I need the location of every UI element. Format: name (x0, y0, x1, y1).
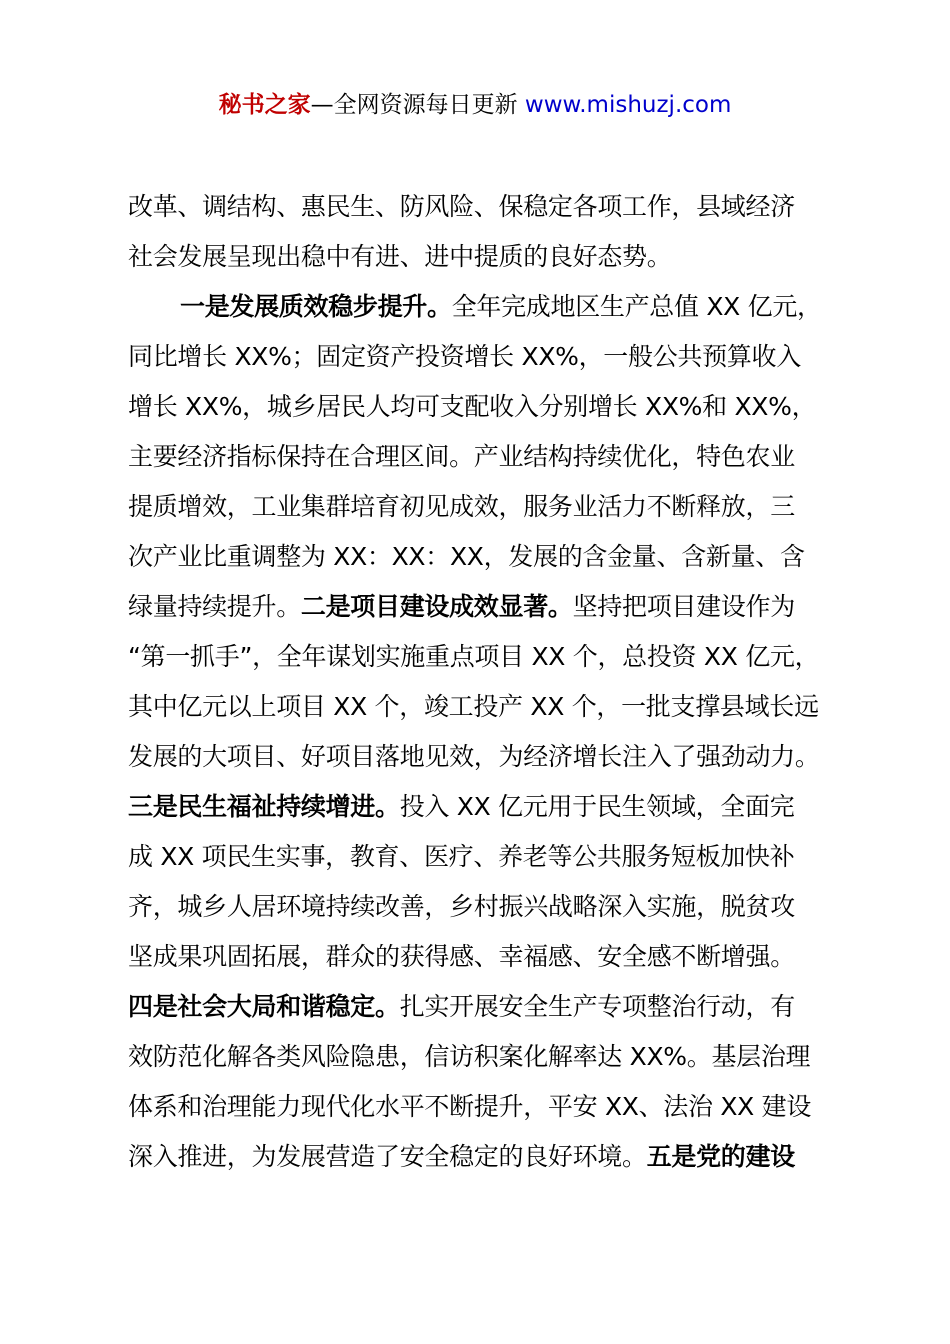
text-line-9: 绿量持续提升。二是项目建设成效显著。坚持把项目建设作为 (128, 592, 795, 621)
text-line-1: 改革、调结构、惠民生、防风险、保稳定各项工作，县域经济 (128, 192, 795, 221)
heading-point-three: 三是民生福祉持续增进。 (128, 792, 400, 821)
site-banner (0, 88, 950, 122)
banner-tagline: —全网资源每日更新 (310, 92, 525, 118)
text-line-6: 主要经济指标保持在合理区间。产业结构持续优化，特色农业 (128, 442, 795, 471)
text-line-17: 四是社会大局和谐稳定。扎实开展安全生产专项整治行动，有 (128, 992, 795, 1021)
text-line-11: 其中亿元以上项目 XX 个，竣工投产 XX 个，一批支撑县域长远 (128, 692, 819, 721)
text-line-10: “第一抓手”，全年谋划实施重点项目 XX 个，总投资 XX 亿元， (128, 642, 820, 671)
text-line-7: 提质增效，工业集群培育初见成效，服务业活力不断释放，三 (128, 492, 795, 521)
text-line-3: 一是发展质效稳步提升。全年完成地区生产总值 XX 亿元， (180, 292, 822, 321)
text-line-4: 同比增长 XX%；固定资产投资增长 XX%，一般公共预算收入 (128, 342, 801, 371)
text-line-12: 发展的大项目、好项目落地见效，为经济增长注入了强劲动力。 (128, 742, 820, 771)
document-body (128, 182, 868, 1182)
text-line-2: 社会发展呈现出稳中有进、进中提质的良好态势。 (128, 242, 672, 271)
heading-point-four: 四是社会大局和谐稳定。 (128, 992, 400, 1021)
site-url-link[interactable]: www.mishuzj.com (524, 92, 732, 118)
heading-point-one: 一是发展质效稳步提升。 (180, 292, 452, 321)
text-line-15: 齐，城乡人居环境持续改善，乡村振兴战略深入实施，脱贫攻 (128, 892, 795, 921)
heading-point-two: 二是项目建设成效显著。 (300, 592, 573, 621)
text-line-8: 次产业比重调整为 XX：XX：XX，发展的含金量、含新量、含 (128, 542, 805, 571)
heading-point-five: 五是党的建设 (646, 1142, 795, 1171)
text-line-14: 成 XX 项民生实事，教育、医疗、养老等公共服务短板加快补 (128, 842, 795, 871)
text-line-18: 效防范化解各类风险隐患，信访积案化解率达 XX%。基层治理 (128, 1042, 811, 1071)
brand-name: 秘书之家 (218, 92, 311, 118)
text-line-19: 体系和治理能力现代化水平不断提升，平安 XX、法治 XX 建设 (128, 1092, 812, 1121)
text-line-20: 深入推进，为发展营造了安全稳定的良好环境。五是党的建设 (128, 1142, 795, 1171)
text-line-5: 增长 XX%，城乡居民人均可支配收入分别增长 XX%和 XX%， (128, 392, 817, 421)
text-line-16: 坚成果巩固拓展，群众的获得感、幸福感、安全感不断增强。 (128, 942, 795, 971)
text-line-13: 三是民生福祉持续增进。投入 XX 亿元用于民生领域，全面完 (128, 792, 795, 821)
